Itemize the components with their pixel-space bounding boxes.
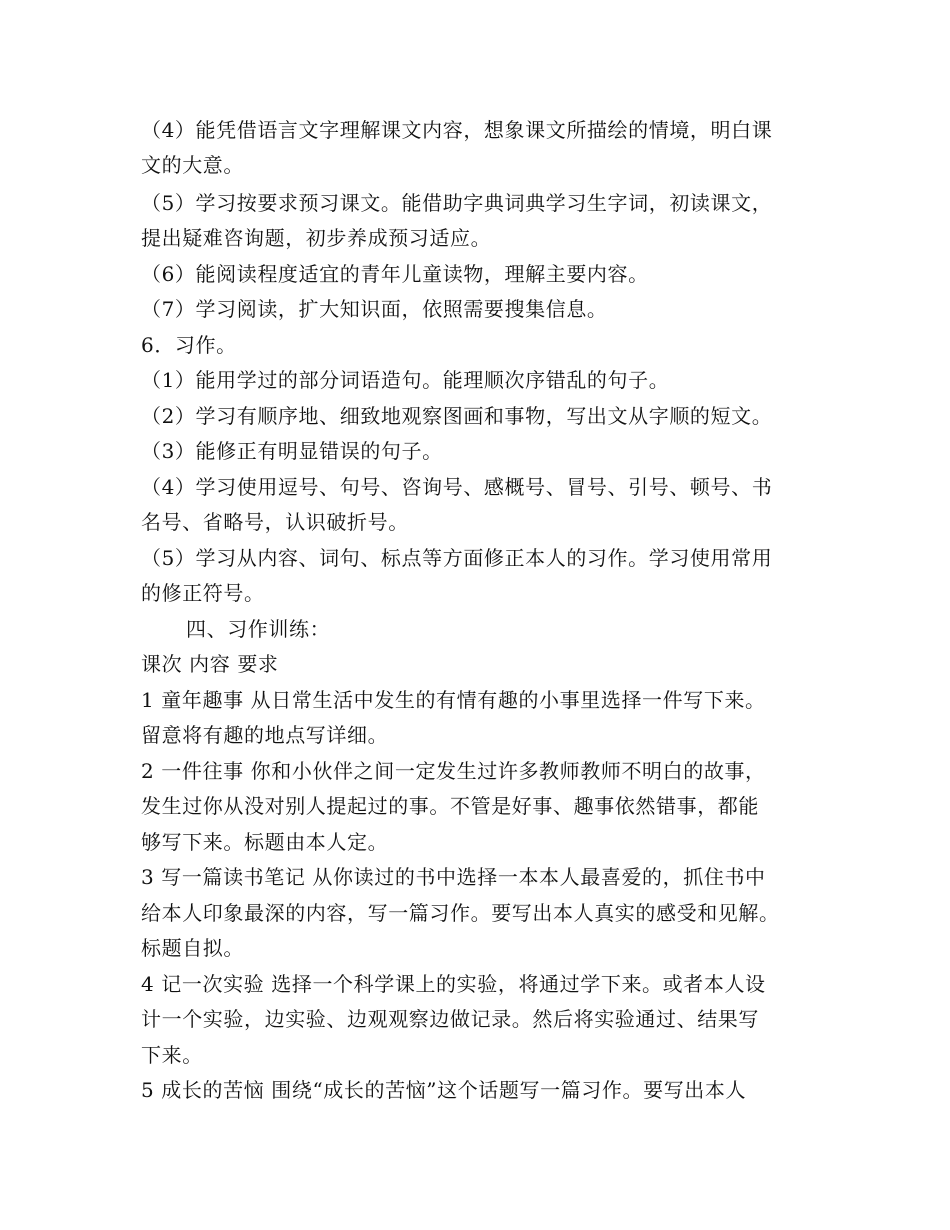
- text-line: 3 写一篇读书笔记 从你读过的书中选择一本本人最喜爱的，抓住书中: [141, 865, 766, 889]
- text-line: 下来。: [141, 1043, 203, 1067]
- text-line: 2 一件往事 你和小伙伴之间一定发生过许多教师教师不明白的故事，: [141, 759, 766, 783]
- text-line: （4）学习使用逗号、句号、咨询号、感概号、冒号、引号、顿号、书: [141, 475, 773, 499]
- section-heading: 6．习作。: [141, 333, 237, 357]
- text-line: 5 成长的苦恼 围绕“成长的苦恼”这个话题写一篇习作。要写出本人: [141, 1078, 747, 1102]
- text-line: （3）能修正有明显错误的句子。: [141, 439, 443, 463]
- text-line: （4）能凭借语言文字理解课文内容，想象课文所描绘的情境，明白课: [141, 118, 773, 142]
- text-line: 名号、省略号，认识破折号。: [141, 510, 409, 534]
- text-line: 发生过你从没对别人提起过的事。不管是好事、趣事依然错事，都能: [141, 794, 759, 818]
- text-line: 1 童年趣事 从日常生活中发生的有情有趣的小事里选择一件写下来。: [141, 688, 766, 712]
- text-line: （1）能用学过的部分词语造句。能理顺次序错乱的句子。: [141, 368, 670, 392]
- section-heading: 四、习作训练：: [186, 617, 331, 641]
- text-line: 提出疑难咨询题，初步养成预习适应。: [141, 226, 492, 250]
- text-line: 文的大意。: [141, 153, 244, 177]
- table-header-line: 课次 内容 要求: [141, 652, 279, 676]
- text-line: 4 记一次实验 选择一个科学课上的实验，将通过学下来。或者本人设: [141, 972, 766, 996]
- text-line: （7）学习阅读，扩大知识面，依照需要搜集信息。: [141, 297, 608, 321]
- text-line: 留意将有趣的地点写详细。: [141, 723, 389, 747]
- text-line: （5）学习从内容、词句、标点等方面修正本人的习作。学习使用常用: [141, 546, 773, 570]
- text-line: 计一个实验，边实验、边观观察边做记录。然后将实验通过、结果写: [141, 1007, 759, 1031]
- text-line: （6）能阅读程度适宜的青年儿童读物，理解主要内容。: [141, 262, 649, 286]
- text-line: （2）学习有顺序地、细致地观察图画和事物，写出文从字顺的短文。: [141, 404, 773, 428]
- text-line: 够写下来。标题由本人定。: [141, 830, 389, 854]
- text-line: 标题自拟。: [141, 936, 244, 960]
- text-line: 的修正符号。: [141, 581, 265, 605]
- text-line: （5）学习按要求预习课文。能借助字典词典学习生字词，初读课文，: [141, 191, 773, 215]
- text-line: 给本人印象最深的内容，写一篇习作。要写出本人真实的感受和见解。: [141, 901, 780, 925]
